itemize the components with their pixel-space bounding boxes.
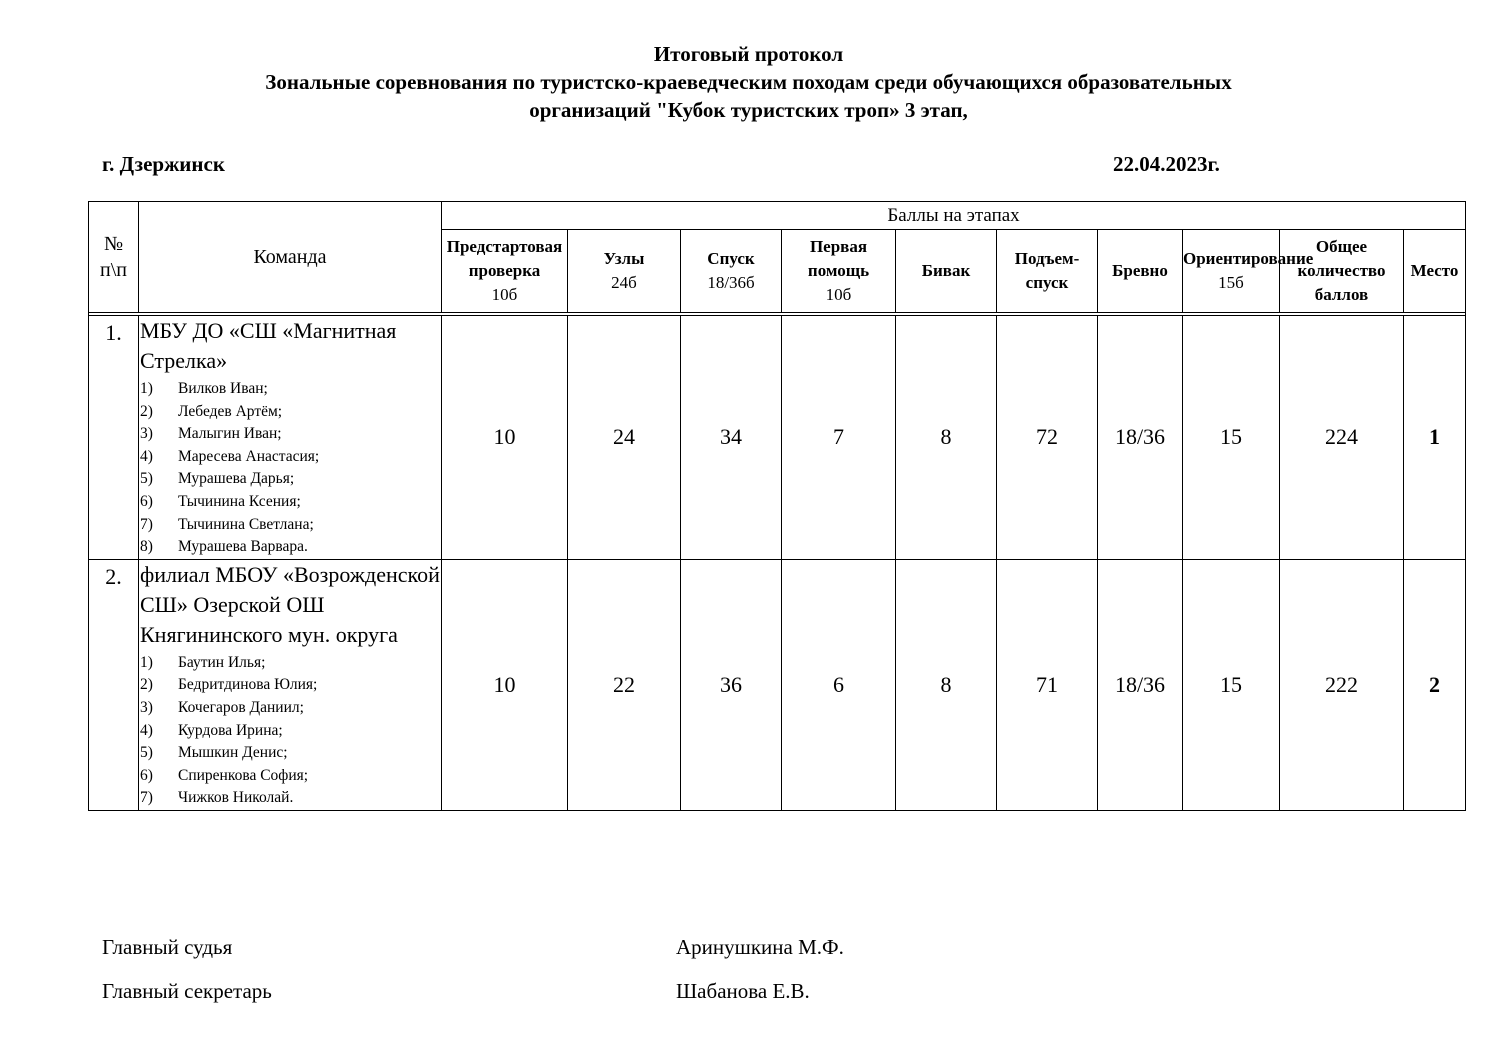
- list-item: 3) Малыгин Иван;: [140, 425, 282, 443]
- column-header: Место: [1404, 230, 1466, 313]
- column-header-team: Команда: [139, 202, 442, 313]
- score-cell: 6: [782, 559, 896, 810]
- event-date: 22.04.2023г.: [1113, 152, 1220, 176]
- score-cell: 22: [568, 559, 681, 810]
- total-cell: 224: [1280, 316, 1404, 560]
- list-item: 3) Кочегаров Даниил;: [140, 698, 304, 716]
- score-cell: 8: [896, 316, 997, 560]
- column-header: Спуск 18/36б: [681, 230, 782, 313]
- score-cell: 34: [681, 316, 782, 560]
- column-group-header: Баллы на этапах: [442, 202, 1466, 230]
- column-header: Первая помощь 10б: [782, 230, 896, 313]
- row-number: 2.: [89, 559, 139, 810]
- column-header-num: № п\п: [89, 202, 139, 313]
- results-table: [88, 201, 1466, 811]
- score-cell: 15: [1183, 559, 1280, 810]
- list-item: 5) Мурашева Дарья;: [140, 470, 295, 488]
- row-number: 1.: [89, 316, 139, 560]
- score-cell: 8: [896, 559, 997, 810]
- score-cell: 72: [997, 316, 1098, 560]
- score-cell: 10: [442, 559, 568, 810]
- list-item: 6) Тычинина Ксения;: [140, 492, 301, 510]
- list-item: 4) Курдова Ирина;: [140, 721, 283, 739]
- member-list: [140, 378, 441, 559]
- list-item: 4) Маресева Анастасия;: [140, 447, 320, 465]
- member-list: [140, 652, 441, 810]
- chief-judge-name: Аринушкина М.Ф.: [676, 935, 844, 959]
- column-header: Предстартовая проверка 10б: [442, 230, 568, 313]
- list-item: 5) Мышкин Денис;: [140, 744, 288, 762]
- score-cell: 18/36: [1098, 316, 1183, 560]
- score-cell: 24: [568, 316, 681, 560]
- header-row-group: [89, 202, 1466, 230]
- score-cell: 71: [997, 559, 1098, 810]
- place-cell: 1: [1404, 316, 1466, 560]
- score-cell: 36: [681, 559, 782, 810]
- list-item: 1) Баутин Илья;: [140, 653, 266, 671]
- column-header: Бревно: [1098, 230, 1183, 313]
- column-header: Узлы 24б: [568, 230, 681, 313]
- list-item: 1) Вилков Иван;: [140, 380, 268, 397]
- column-header: Подъем-спуск: [997, 230, 1098, 313]
- list-item: 8) Мурашева Варвара.: [140, 538, 308, 556]
- place-cell: 2: [1404, 559, 1466, 810]
- chief-secretary-name: Шабанова Е.В.: [676, 979, 810, 1003]
- team-cell: [139, 316, 442, 560]
- event-place: г. Дзержинск: [102, 152, 225, 176]
- list-item: 6) Спиренкова София;: [140, 766, 309, 784]
- table-row: [89, 316, 1466, 560]
- team-name: МБУ ДО «СШ «Магнитная Стрелка»: [140, 318, 397, 373]
- column-header: Общее количество баллов: [1280, 230, 1404, 313]
- score-cell: 10: [442, 316, 568, 560]
- column-header: Бивак: [896, 230, 997, 313]
- list-item: 2) Лебедев Артём;: [140, 402, 283, 420]
- table-row: [89, 559, 1466, 810]
- list-item: 7) Чижков Николай.: [140, 789, 294, 807]
- column-header: Ориентирование 15б: [1183, 230, 1280, 313]
- total-cell: 222: [1280, 559, 1404, 810]
- team-cell: [139, 559, 442, 810]
- document-subtitle-line2: организаций "Кубок туристских троп» 3 этап,: [529, 98, 968, 122]
- document-header: [0, 40, 1497, 124]
- chief-secretary-label: Главный секретарь: [102, 979, 272, 1003]
- score-cell: 15: [1183, 316, 1280, 560]
- score-cell: 7: [782, 316, 896, 560]
- score-cell: 18/36: [1098, 559, 1183, 810]
- team-name: филиал МБОУ «Возрожденской СШ» Озерской ОШ Княгининского мун. округа: [140, 561, 440, 647]
- list-item: 2) Бедритдинова Юлия;: [140, 676, 318, 694]
- chief-judge-label: Главный судья: [102, 935, 233, 959]
- document-title: Итоговый протокол: [653, 42, 844, 66]
- list-item: 7) Тычинина Светлана;: [140, 515, 314, 533]
- document-subtitle-line1: Зональные соревнования по туристско-краеведческим походам среди обучающихся образовательных: [265, 70, 1232, 94]
